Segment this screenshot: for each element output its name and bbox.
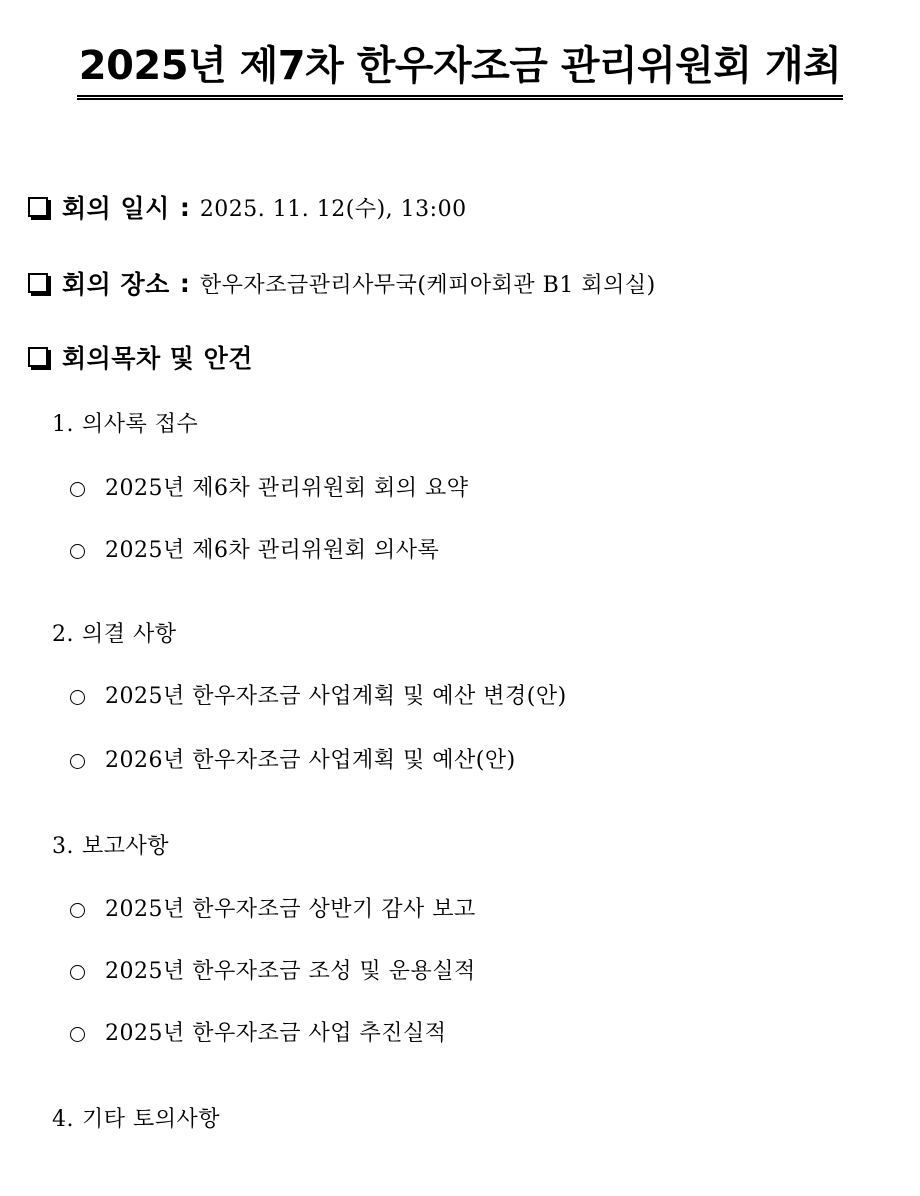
- agenda-subitem-text: 2025년 한우자조금 조성 및 운용실적: [105, 959, 476, 984]
- agenda-item-3: [52, 830, 169, 864]
- agenda-title: 보고사항: [82, 834, 170, 859]
- agenda-item-4: [52, 1103, 220, 1137]
- agenda-title: 기타 토의사항: [82, 1107, 221, 1132]
- agenda-number: 4.: [52, 1107, 74, 1132]
- agenda-subitem-text: 2026년 한우자조금 사업계획 및 예산(안): [105, 748, 516, 773]
- document-title-wrapper: [0, 38, 920, 100]
- circle-bullet-icon: [70, 482, 85, 497]
- checkbox-square-icon: [28, 197, 48, 217]
- agenda-item-1: [52, 408, 198, 442]
- section-agenda: [28, 340, 253, 374]
- agenda-subitem: [70, 680, 567, 714]
- agenda-title: 의사록 접수: [82, 412, 199, 437]
- agenda-subitem-text: 2025년 한우자조금 상반기 감사 보고: [105, 897, 476, 922]
- agenda-title: 의결 사항: [82, 622, 177, 647]
- agenda-subitem-text: 2025년 제6차 관리위원회 회의 요약: [105, 476, 469, 501]
- checkbox-square-icon: [28, 273, 48, 293]
- document-title: 2025년 제7차 한우자조금 관리위원회 개최: [77, 38, 843, 100]
- agenda-subitem: [70, 744, 516, 778]
- circle-bullet-icon: [70, 544, 85, 559]
- circle-bullet-icon: [70, 965, 85, 980]
- agenda-subitem: [70, 893, 476, 927]
- agenda-subitem: [70, 534, 439, 568]
- agenda-subitem: [70, 472, 468, 506]
- meeting-location-value: 한우자조금관리사무국(케피아회관 B1 회의실): [199, 272, 656, 298]
- agenda-number: 2.: [52, 622, 74, 647]
- checkbox-square-icon: [28, 347, 48, 367]
- agenda-subitem: [70, 1017, 447, 1051]
- agenda-number: 1.: [52, 412, 74, 437]
- agenda-number: 3.: [52, 834, 74, 859]
- section-meeting-location: [28, 266, 656, 300]
- circle-bullet-icon: [70, 754, 85, 769]
- circle-bullet-icon: [70, 903, 85, 918]
- section-label: 회의 일시: [62, 194, 170, 223]
- meeting-datetime-value: 2025. 11. 12(수), 13:00: [199, 196, 467, 222]
- circle-bullet-icon: [70, 690, 85, 705]
- circle-bullet-icon: [70, 1027, 85, 1042]
- agenda-subitem-text: 2025년 한우자조금 사업계획 및 예산 변경(안): [105, 684, 567, 709]
- section-separator: :: [179, 268, 190, 298]
- section-meeting-datetime: [28, 190, 467, 224]
- section-separator: :: [179, 192, 190, 222]
- agenda-subitem: [70, 955, 476, 989]
- section-label: 회의목차 및 안건: [62, 344, 253, 373]
- section-label: 회의 장소: [62, 270, 170, 299]
- agenda-subitem-text: 2025년 한우자조금 사업 추진실적: [105, 1021, 447, 1046]
- agenda-subitem-text: 2025년 제6차 관리위원회 의사록: [105, 538, 440, 563]
- agenda-item-2: [52, 618, 177, 652]
